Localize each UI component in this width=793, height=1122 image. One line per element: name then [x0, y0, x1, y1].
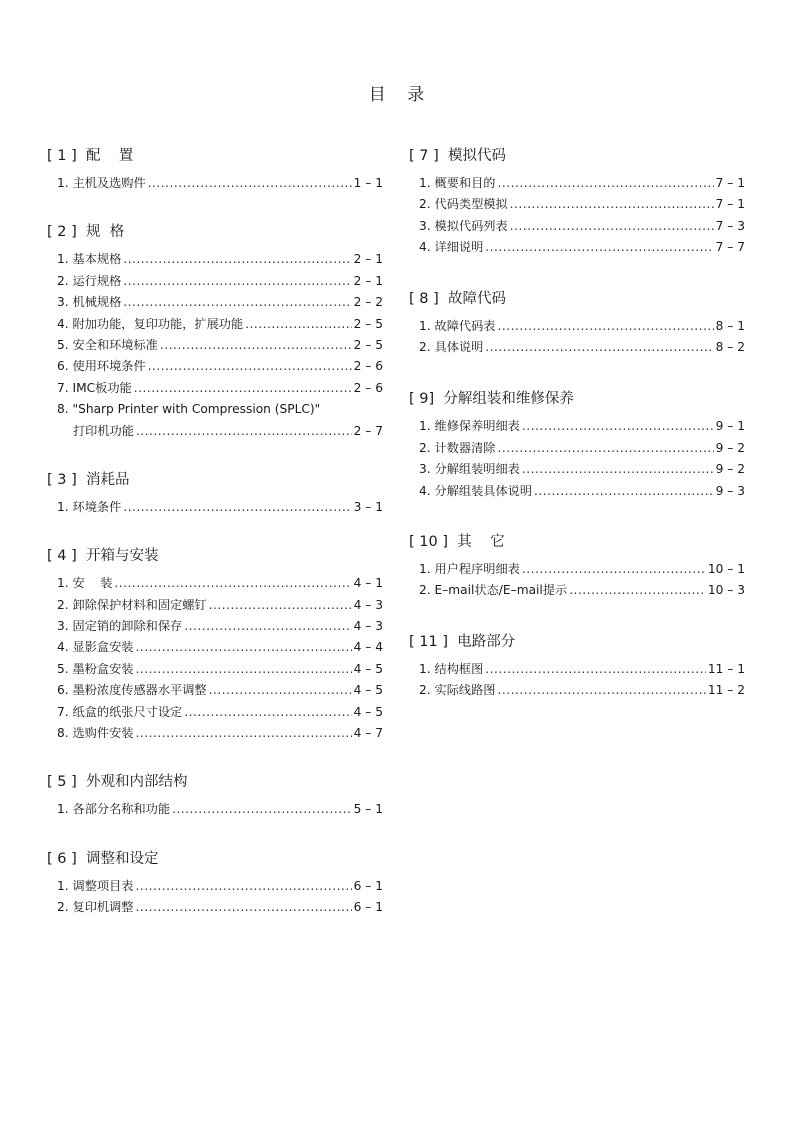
dot-leader	[134, 378, 352, 399]
entry-number: 2.	[419, 683, 435, 698]
entry-number: 2.	[419, 197, 435, 212]
dot-leader	[135, 659, 351, 680]
entry-number: 1.	[57, 878, 73, 893]
entry-title: 墨粉浓度传感器水平调整	[72, 683, 207, 698]
entry-number: 3.	[419, 218, 435, 233]
toc-entry[interactable]	[409, 316, 745, 337]
entry-page: 3 – 1	[353, 499, 383, 514]
dot-leader	[522, 416, 714, 437]
entry-number: 1.	[419, 318, 435, 333]
dot-leader	[485, 337, 713, 358]
entry-page: 2 – 1	[353, 273, 383, 288]
toc-entry[interactable]	[47, 799, 383, 820]
entry-title: 各部分名称和功能	[72, 802, 171, 817]
entry-title: "Sharp Printer with Compression (SPLC)"	[72, 402, 321, 417]
toc-entry[interactable]	[47, 702, 383, 723]
dot-leader	[135, 637, 351, 658]
entry-number: 3.	[57, 295, 73, 310]
toc-section-9	[409, 389, 745, 502]
entry-page: 10 – 1	[707, 561, 745, 576]
entry-title: 结构框图	[434, 661, 484, 676]
dot-leader	[160, 335, 352, 356]
dot-leader	[114, 573, 351, 594]
toc-entry[interactable]	[409, 416, 745, 437]
section-heading: [ 4 ] 开箱与安装	[47, 548, 159, 565]
entry-page: 2 – 5	[353, 337, 383, 352]
entry-number: 4.	[57, 316, 73, 331]
toc-entry[interactable]	[409, 680, 745, 701]
dot-leader	[569, 580, 706, 601]
entry-page: 7 – 3	[715, 218, 745, 233]
entry-number: 1.	[419, 419, 435, 434]
dot-leader	[485, 659, 706, 680]
toc-section-10	[409, 532, 745, 602]
dot-leader	[135, 723, 351, 744]
entry-title: E–mail状态/E–mail提示	[434, 583, 568, 598]
entry-page: 2 – 6	[353, 380, 383, 395]
entry-number: 3.	[57, 619, 73, 634]
entry-number: 2.	[419, 583, 435, 598]
entry-number: 1.	[419, 176, 435, 190]
entry-page: 11 – 1	[707, 661, 745, 676]
entry-page: 7 – 1	[715, 176, 745, 190]
toc-entry[interactable]	[47, 680, 383, 701]
dot-leader	[172, 799, 352, 820]
toc-entry[interactable]	[47, 897, 383, 918]
entry-page: 2 – 7	[353, 423, 383, 438]
toc-entry[interactable]	[47, 876, 383, 897]
dot-leader	[534, 481, 714, 502]
entry-page: 4 – 5	[353, 704, 383, 719]
entry-title: 安 装	[72, 576, 113, 591]
entry-title: 固定销的卸除和保存	[72, 619, 183, 634]
toc-entry[interactable]	[47, 497, 383, 518]
entry-page: 4 – 7	[353, 726, 383, 741]
toc-entry[interactable]	[47, 595, 383, 616]
section-heading: [ 5 ] 外观和内部结构	[47, 774, 188, 791]
entry-number: 2.	[57, 900, 73, 915]
entry-number: 2.	[419, 440, 435, 455]
entry-number: 4.	[419, 240, 435, 255]
entry-title: 附加功能，复印功能，扩展功能	[72, 316, 244, 331]
entry-page: 2 – 6	[353, 359, 383, 374]
toc-entry[interactable]	[409, 173, 745, 194]
toc-entry[interactable]	[47, 249, 383, 270]
dot-leader	[497, 438, 713, 459]
entry-title: 主机及选购件	[72, 176, 146, 190]
dot-leader	[209, 595, 352, 616]
toc-entry[interactable]	[47, 271, 383, 292]
toc-entry[interactable]	[47, 616, 383, 637]
entry-title: 分解组装具体说明	[434, 483, 533, 498]
entry-number: 1.	[57, 802, 73, 817]
entry-page: 4 – 3	[353, 619, 383, 634]
section-heading: [ 2 ] 规 格	[47, 224, 125, 241]
entry-number: 3.	[419, 462, 435, 477]
dot-leader	[497, 316, 713, 337]
toc-entry[interactable]	[47, 659, 383, 680]
entry-title: 调整项目表	[72, 878, 134, 893]
toc-entry[interactable]	[409, 659, 745, 680]
entry-title: 机械规格	[72, 295, 122, 310]
toc-section-1	[47, 146, 383, 194]
toc-entry[interactable]	[47, 723, 383, 744]
toc-entry[interactable]	[47, 173, 383, 194]
entry-title: 运行规格	[72, 273, 122, 288]
entry-title: 使用环境条件	[72, 359, 146, 374]
entry-title: 环境条件	[72, 499, 122, 514]
entry-number: 5.	[57, 661, 73, 676]
toc-column-right	[409, 146, 745, 701]
toc-section-8	[409, 289, 745, 359]
toc-entry[interactable]	[409, 438, 745, 459]
toc-section-2	[47, 222, 383, 442]
entry-title: 打印机功能	[73, 423, 134, 438]
dot-leader	[245, 314, 352, 335]
toc-section-7	[409, 146, 745, 259]
entry-title: 代码类型模拟	[434, 197, 508, 212]
entry-page: 10 – 3	[707, 583, 745, 598]
dot-leader	[497, 680, 705, 701]
section-heading: [ 7 ] 模拟代码	[409, 148, 506, 164]
dot-leader	[148, 173, 352, 194]
entry-title: 基本规格	[72, 252, 122, 267]
dot-leader	[123, 271, 351, 292]
dot-leader	[148, 356, 352, 377]
entry-page: 6 – 1	[353, 900, 383, 915]
entry-title: 概要和目的	[434, 176, 496, 190]
dot-leader	[510, 194, 714, 215]
entry-number: 5.	[57, 337, 73, 352]
dot-leader	[485, 237, 713, 258]
entry-number: 1.	[57, 499, 73, 514]
entry-number: 2.	[57, 597, 73, 612]
entry-page: 9 – 2	[715, 462, 745, 477]
entry-number: 2.	[419, 339, 435, 354]
toc-section-5	[47, 772, 383, 820]
entry-page: 1 – 1	[353, 176, 383, 190]
toc-entry[interactable]	[409, 459, 745, 480]
toc-entry[interactable]	[409, 216, 745, 237]
toc-entry[interactable]	[409, 481, 745, 502]
toc-entry[interactable]	[47, 637, 383, 658]
entry-page: 11 – 2	[707, 683, 745, 698]
toc-entry[interactable]	[409, 237, 745, 258]
entry-page: 7 – 1	[715, 197, 745, 212]
entry-title: 墨粉盒安装	[72, 661, 134, 676]
section-heading: [ 1 ] 配 置	[47, 148, 134, 164]
page-title: 目 录	[368, 85, 425, 105]
section-heading: [ 9] 分解组装和维修保养	[409, 391, 574, 408]
dot-leader	[209, 680, 352, 701]
entry-page: 8 – 1	[715, 318, 745, 333]
toc-entry[interactable]	[47, 399, 383, 420]
entry-title: 用户程序明细表	[434, 561, 520, 576]
entry-number: 8.	[57, 402, 73, 417]
dot-leader	[135, 897, 351, 918]
dot-leader	[123, 292, 351, 313]
toc-column-left	[47, 146, 383, 919]
entry-title: 卸除保护材料和固定螺钉	[72, 597, 207, 612]
entry-page: 2 – 2	[353, 295, 383, 310]
entry-page: 5 – 1	[353, 802, 383, 817]
entry-title: 分解组装明细表	[434, 462, 520, 477]
toc-entry[interactable]	[409, 580, 745, 601]
dot-leader	[123, 249, 351, 270]
entry-title: 选购件安装	[72, 726, 134, 741]
section-heading: [ 10 ] 其 它	[409, 533, 505, 550]
entry-number: 4.	[57, 640, 73, 655]
toc-entry[interactable]	[47, 314, 383, 335]
toc-entry[interactable]	[47, 573, 383, 594]
entry-page: 7 – 7	[715, 240, 745, 255]
entry-page: 9 – 1	[715, 419, 745, 434]
toc-entry[interactable]	[47, 378, 383, 399]
entry-title: 安全和环境标准	[72, 337, 158, 352]
entry-page: 2 – 5	[353, 316, 383, 331]
toc-section-6	[47, 849, 383, 919]
dot-leader	[522, 559, 706, 580]
entry-page: 6 – 1	[353, 878, 383, 893]
entry-page: 4 – 5	[353, 683, 383, 698]
entry-page: 4 – 3	[353, 597, 383, 612]
entry-title: IMC板功能	[72, 380, 132, 395]
dot-leader	[184, 702, 351, 723]
toc-entry[interactable]	[47, 292, 383, 313]
toc-entry[interactable]	[409, 194, 745, 215]
entry-number: 6.	[57, 683, 73, 698]
entry-number: 8.	[57, 726, 73, 741]
entry-title: 模拟代码列表	[434, 218, 508, 233]
entry-number: 1.	[419, 561, 435, 576]
entry-number: 1.	[57, 252, 73, 267]
entry-number: 4.	[419, 483, 435, 498]
entry-page: 9 – 3	[715, 483, 745, 498]
dot-leader	[135, 876, 351, 897]
dot-leader	[497, 173, 713, 194]
entry-number: 6.	[57, 359, 73, 374]
entry-page: 2 – 1	[353, 252, 383, 267]
section-heading: [ 8 ] 故障代码	[409, 290, 506, 307]
section-heading: [ 11 ] 电路部分	[409, 633, 516, 650]
entry-number: 1.	[419, 661, 435, 676]
dot-leader	[510, 216, 714, 237]
toc-entry[interactable]	[409, 559, 745, 580]
entry-title: 故障代码表	[434, 318, 496, 333]
entry-page: 8 – 2	[715, 339, 745, 354]
toc-entry[interactable]	[47, 356, 383, 377]
entry-number: 7.	[57, 380, 73, 395]
entry-page: 4 – 5	[353, 661, 383, 676]
entry-page: 4 – 1	[353, 576, 383, 591]
entry-title: 实际线路图	[434, 683, 496, 698]
dot-leader	[184, 616, 351, 637]
section-heading: [ 3 ] 消耗品	[47, 471, 130, 488]
section-heading: [ 6 ] 调整和设定	[47, 850, 159, 867]
toc-section-4	[47, 546, 383, 744]
toc-entry[interactable]	[47, 335, 383, 356]
toc-section-11	[409, 632, 745, 702]
entry-title: 显影盒安装	[72, 640, 134, 655]
entry-number: 1.	[57, 176, 73, 190]
entry-page: 4 – 4	[353, 640, 383, 655]
toc-entry-continuation[interactable]	[47, 421, 383, 442]
entry-number: 7.	[57, 704, 73, 719]
toc-entry[interactable]	[409, 337, 745, 358]
entry-title: 纸盒的纸张尺寸设定	[72, 704, 183, 719]
entry-number: 1.	[57, 576, 73, 591]
entry-title: 具体说明	[434, 339, 484, 354]
dot-leader	[123, 497, 351, 518]
entry-page: 9 – 2	[715, 440, 745, 455]
entry-title: 详细说明	[434, 240, 484, 255]
dot-leader	[136, 421, 352, 442]
dot-leader	[522, 459, 714, 480]
entry-title: 计数器清除	[434, 440, 496, 455]
entry-title: 维修保养明细表	[434, 419, 520, 434]
toc-section-3	[47, 470, 383, 518]
entry-number: 2.	[57, 273, 73, 288]
entry-title: 复印机调整	[72, 900, 134, 915]
